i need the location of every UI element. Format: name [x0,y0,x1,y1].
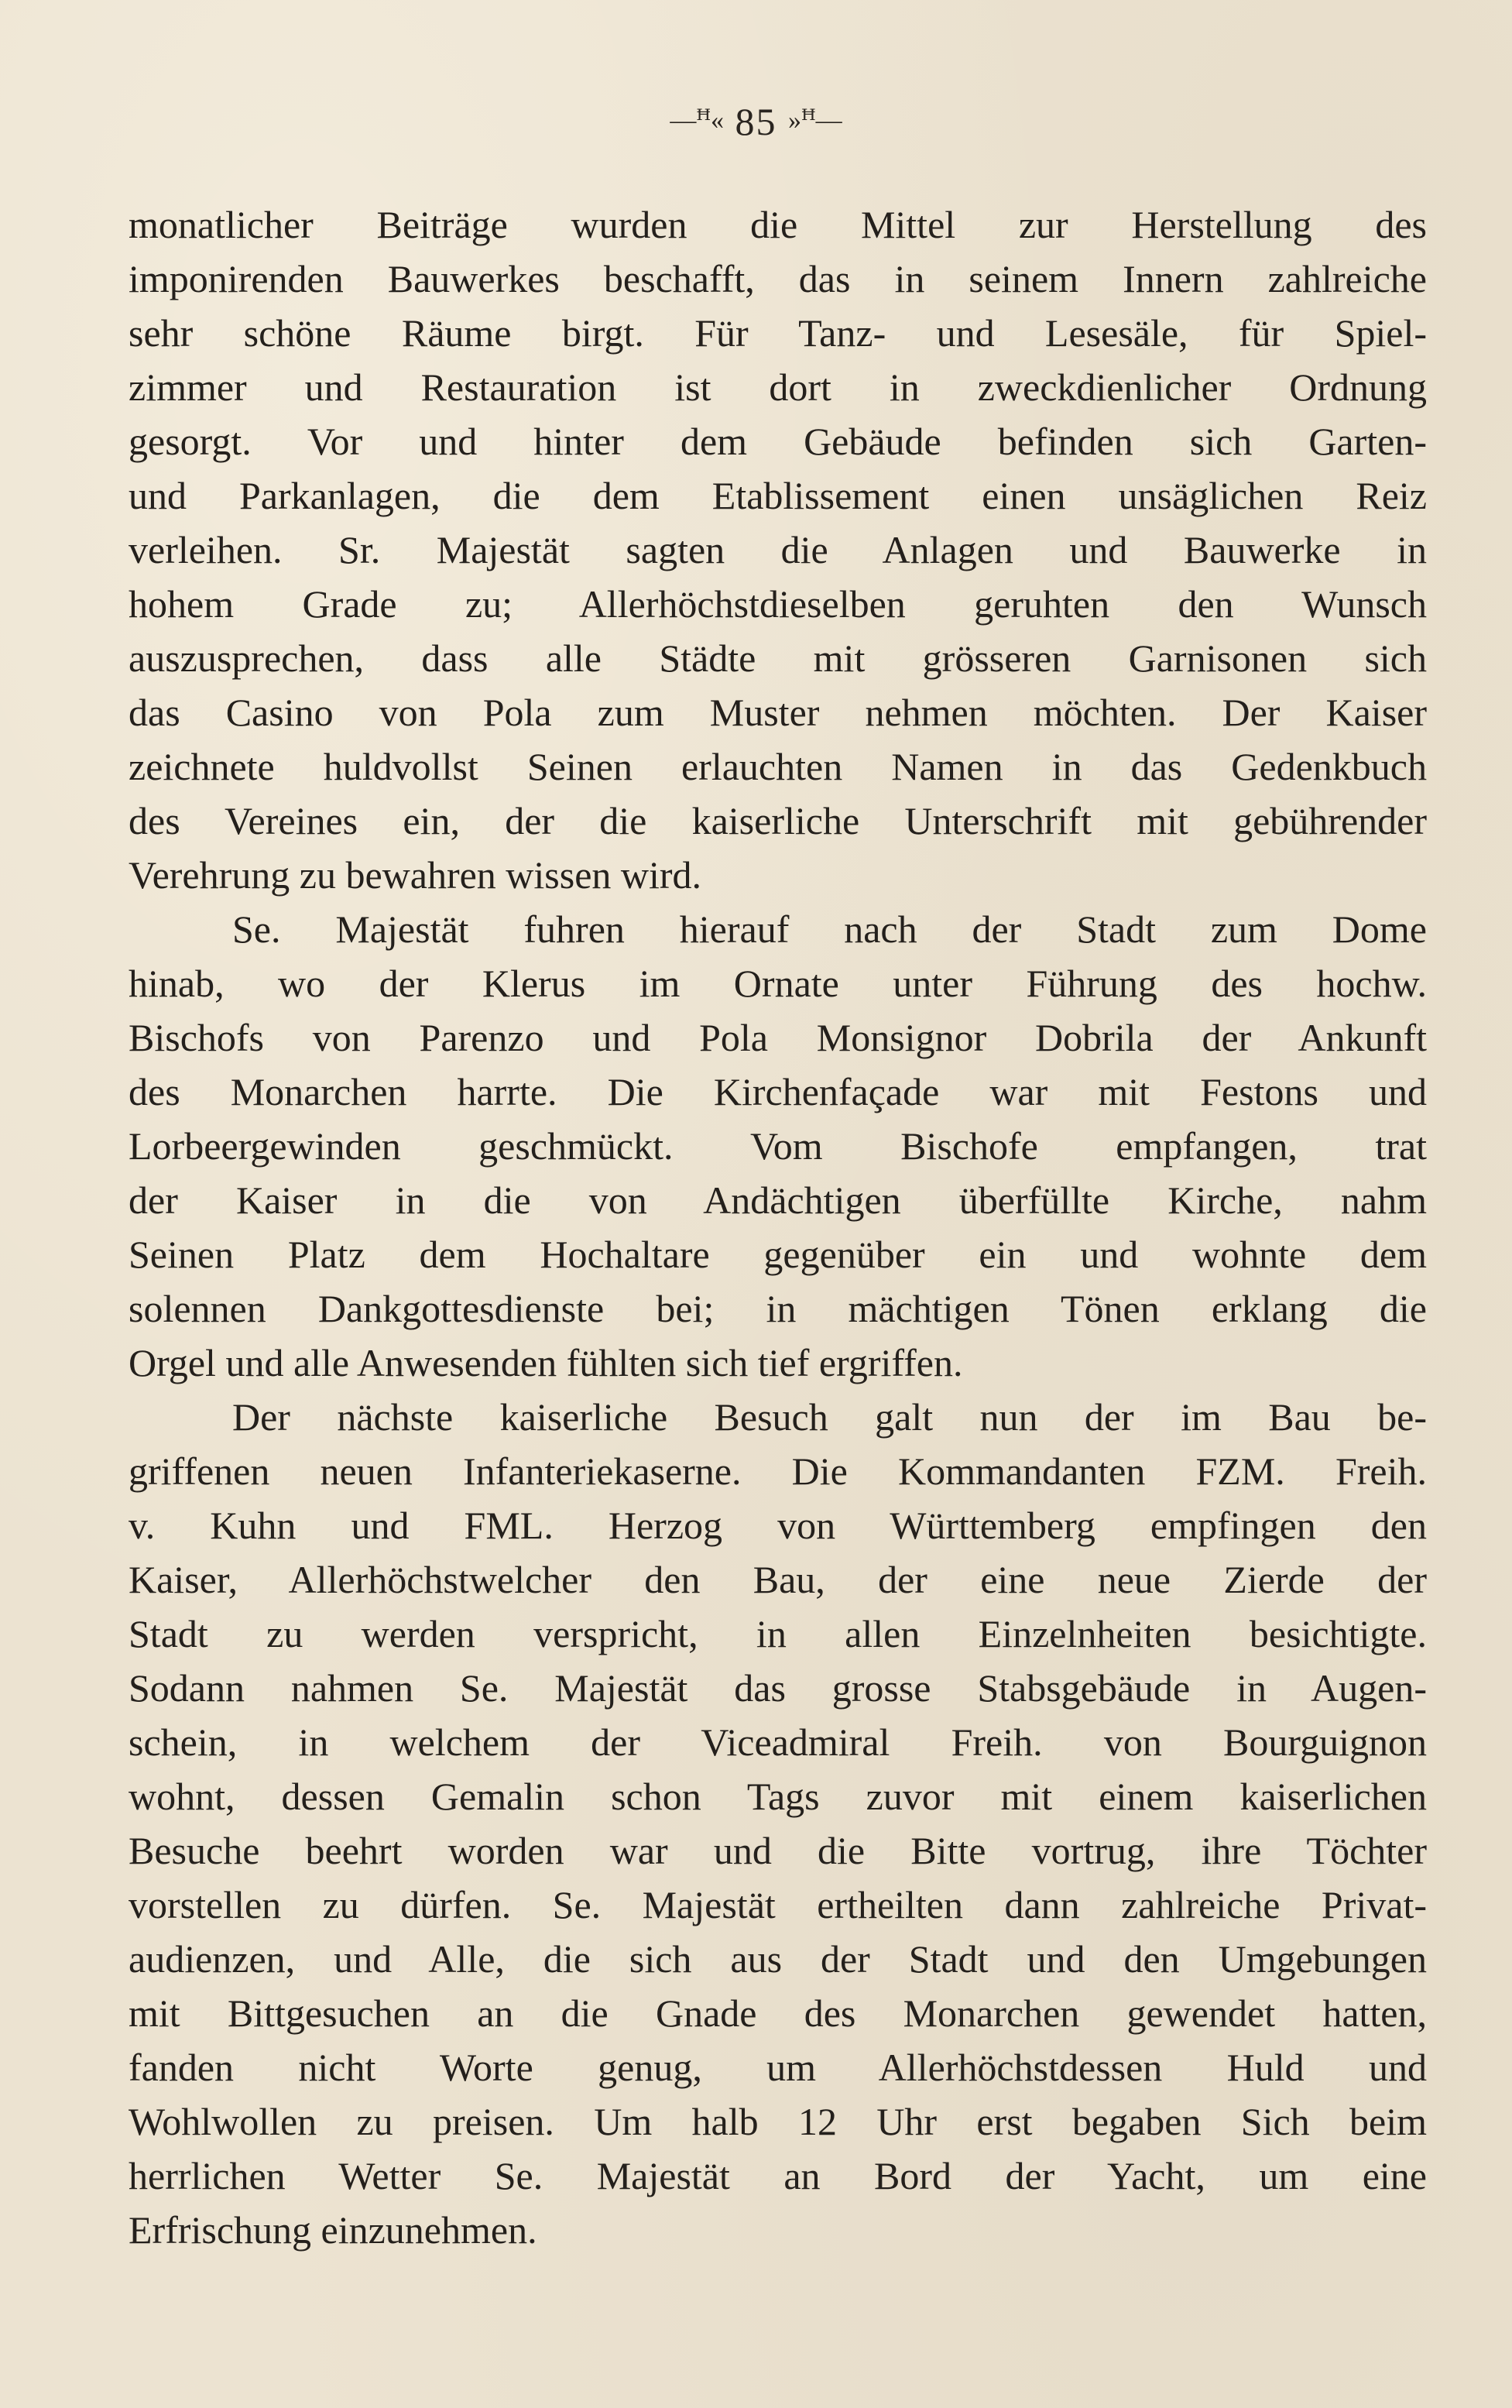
text-line: zimmer und Restauration ist dort in zweckdienlicher Ordnung [129,365,1427,409]
text-line: Seinen Platz dem Hochaltare gegenüber ein und wohnte dem [129,1233,1427,1276]
paragraph [129,197,1427,902]
text-line: schein, in welchem der Viceadmiral Freih. von Bourguignon [129,1720,1427,1764]
right-ornament-icon: »ꟸ— [788,106,842,135]
text-line: vorstellen zu dürfen. Se. Majestät ertheilten dann zahlreiche Privat- [129,1883,1427,1926]
text-line: Sodann nahmen Se. Majestät das grosse Stabsgebäude in Augen- [129,1666,1427,1710]
text-line: des Monarchen harrte. Die Kirchenfaçade war mit Festons und [129,1070,1427,1113]
paragraph [129,902,1427,1390]
text-line: hinab, wo der Klerus im Ornate unter Führung des hochw. [129,962,1427,1005]
text-line: hohem Grade zu; Allerhöchstdieselben geruhten den Wunsch [129,582,1427,626]
text-line: monatlicher Beiträge wurden die Mittel zur Herstellung des [129,203,1427,246]
text-line: Kaiser, Allerhöchstwelcher den Bau, der eine neue Zierde der [129,1558,1427,1601]
text-line: Wohlwollen zu preisen. Um halb 12 Uhr erst begaben Sich beim [129,2100,1427,2143]
text-line: sehr schöne Räume birgt. Für Tanz- und Lesesäle, für Spiel- [129,311,1427,355]
text-line: Besuche beehrt worden war und die Bitte vortrug, ihre Töchter [129,1829,1427,1872]
text-line: wohnt, dessen Gemalin schon Tags zuvor mit einem kaiserlichen [129,1775,1427,1818]
text-line: Verehrung zu bewahren wissen wird. [129,853,702,897]
text-line: Erfrischung einzunehmen. [129,2208,537,2252]
text-line: Der nächste kaiserliche Besuch galt nun der im Bau be- [232,1395,1427,1439]
text-line: das Casino von Pola zum Muster nehmen möchten. Der Kaiser [129,691,1427,734]
text-line: der Kaiser in die von Andächtigen überfüllte Kirche, nahm [129,1178,1427,1222]
text-line: imponirenden Bauwerkes beschafft, das in seinem Innern zahlreiche [129,257,1427,300]
text-line: gesorgt. Vor und hinter dem Gebäude befinden sich Garten- [129,420,1427,463]
text-line: solennen Dankgottesdienste bei; in mächtigen Tönen erklang die [129,1287,1427,1330]
text-line: mit Bittgesuchen an die Gnade des Monarchen gewendet hatten, [129,1991,1427,2035]
page-number: 85 [735,100,777,143]
text-line: fanden nicht Worte genug, um Allerhöchstdessen Huld und [129,2046,1427,2089]
text-line: audienzen, und Alle, die sich aus der Stadt und den Umgebungen [129,1937,1427,1981]
text-line: auszusprechen, dass alle Städte mit grösseren Garnisonen sich [129,636,1427,680]
text-line: herrlichen Wetter Se. Majestät an Bord der Yacht, um eine [129,2154,1427,2197]
text-line: Bischofs von Parenzo und Pola Monsignor Dobrila der Ankunft [129,1016,1427,1059]
page-number-header [0,99,1512,144]
text-line: des Vereines ein, der die kaiserliche Unterschrift mit gebührender [129,799,1427,842]
text-line: griffenen neuen Infanteriekaserne. Die Kommandanten FZM. Freih. [129,1449,1427,1493]
text-line: Orgel und alle Anwesenden fühlten sich tief ergriffen. [129,1341,963,1384]
text-line: Se. Majestät fuhren hierauf nach der Stadt zum Dome [232,907,1427,951]
paragraph [129,1390,1427,2257]
text-line: zeichnete huldvollst Seinen erlauchten Namen in das Gedenkbuch [129,745,1427,788]
text-line: Stadt zu werden verspricht, in allen Einzelnheiten besichtigte. [129,1612,1427,1655]
text-line: verleihen. Sr. Majestät sagten die Anlagen und Bauwerke in [129,528,1427,571]
body-text [129,197,1427,2257]
left-ornament-icon: —ꟸ« [670,106,724,135]
text-line: und Parkanlagen, die dem Etablissement einen unsäglichen Reiz [129,474,1427,517]
text-line: Lorbeergewinden geschmückt. Vom Bischofe empfangen, trat [129,1124,1427,1168]
text-line: v. Kuhn und FML. Herzog von Württemberg empfingen den [129,1504,1427,1547]
